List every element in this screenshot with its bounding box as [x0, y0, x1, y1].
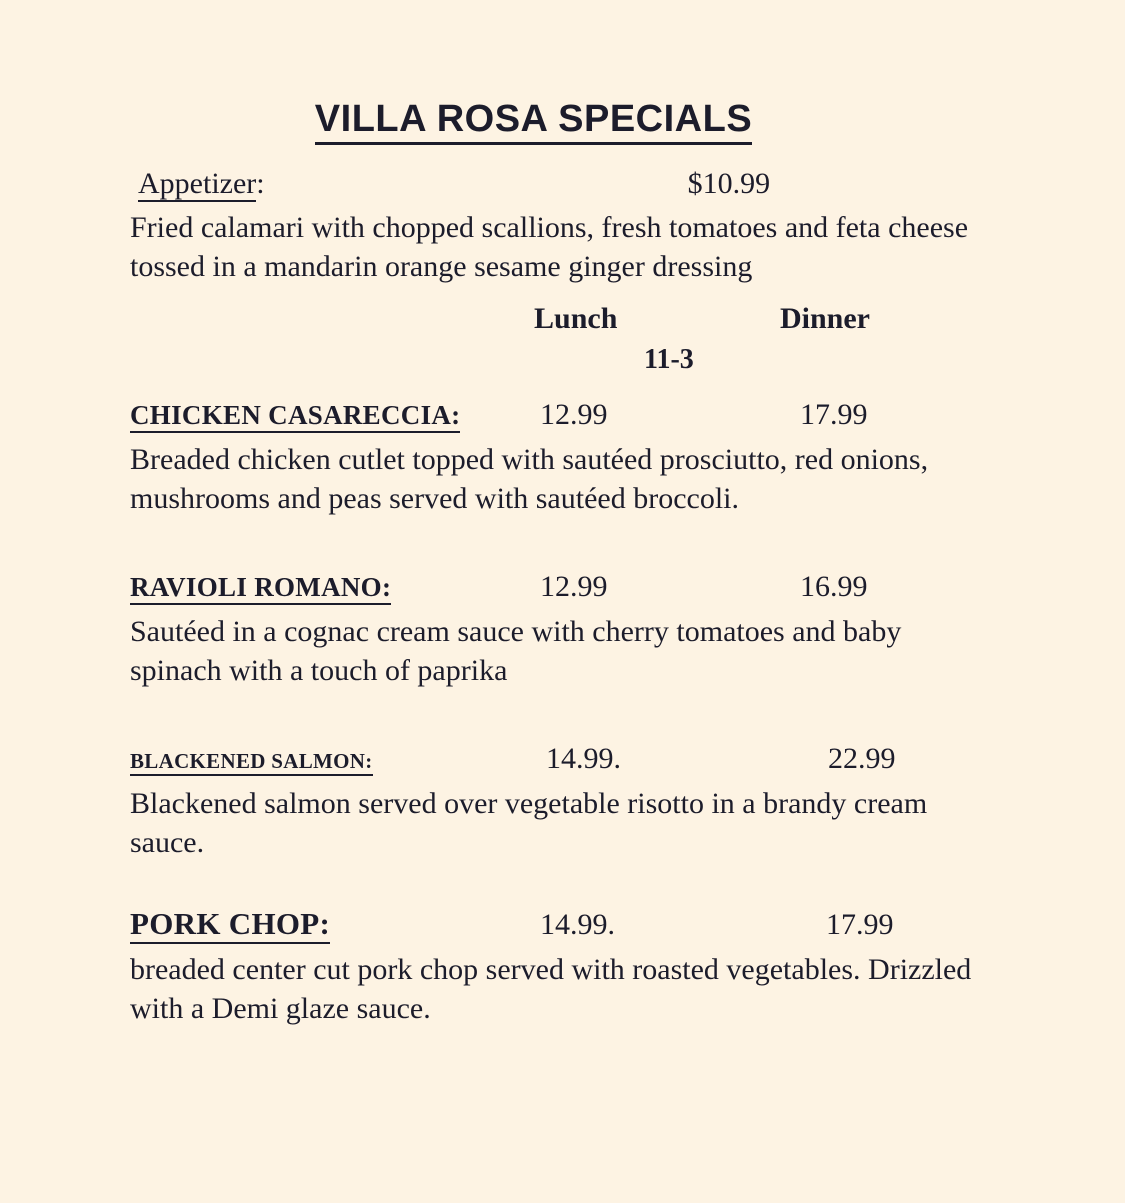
menu-item-name — [130, 400, 522, 431]
menu-item-description: Breaded chicken cutlet topped with sautéed prosciutto, red onions, mushrooms and peas served with sautéed broccoli. — [130, 442, 929, 515]
appetizer-description: Fried calamari with chopped scallions, fresh tomatoes and feta cheese tossed in a mandarin orange sesame ginger dressing — [130, 210, 969, 283]
menu-item-lunch-price: 12.99 — [540, 397, 608, 431]
menu-item-dinner-price: 22.99 — [828, 741, 896, 775]
menu-item-name — [130, 572, 522, 603]
item-spacer — [130, 862, 995, 884]
menu-item-lunch-price: 12.99 — [540, 569, 608, 603]
item-spacer — [130, 518, 995, 548]
page-title — [130, 0, 995, 141]
menu-item-description: Sautéed in a cognac cream sauce with cherry tomatoes and baby spinach with a touch of paprika — [130, 614, 902, 687]
menu-item-name-text: CHICKEN CASARECCIA: — [130, 400, 460, 433]
menu-item-ravioli-romano — [130, 570, 995, 690]
appetizer-heading-row — [130, 167, 995, 202]
menu-item-lunch-price: 14.99. — [540, 907, 615, 941]
appetizer-colon: : — [256, 167, 265, 200]
item-spacer — [130, 690, 995, 720]
page-title-text: VILLA ROSA SPECIALS — [315, 98, 752, 145]
menu-item-price-row — [130, 906, 995, 942]
menu-item-chicken-casareccia — [130, 398, 995, 518]
lunch-hours-value: 11-3 — [644, 343, 694, 375]
appetizer-price: $10.99 — [687, 167, 771, 200]
menu-item-name-text: PORK CHOP: — [130, 906, 330, 944]
menu-item-dinner-price: 17.99 — [800, 397, 868, 431]
menu-item-blackened-salmon — [130, 742, 995, 862]
menu-item-price-row — [130, 398, 995, 432]
appetizer-label: Appetizer — [138, 167, 257, 200]
menu-item-name — [130, 906, 522, 942]
menu-item-name-text: RAVIOLI ROMANO: — [130, 572, 391, 605]
lunch-hours-row — [130, 344, 995, 376]
menu-item-dinner-price: 17.99 — [826, 907, 894, 941]
menu-item-description: breaded center cut pork chop served with roasted vegetables. Drizzled with a Demi glaze sauce. — [130, 952, 972, 1025]
column-header-lunch: Lunch — [534, 301, 618, 335]
menu-item-price-row — [130, 742, 995, 776]
menu-item-dinner-price: 16.99 — [800, 569, 868, 603]
column-headers-row — [130, 302, 995, 336]
menu-item-lunch-price: 14.99. — [546, 741, 621, 775]
menu-item-description: Blackened salmon served over vegetable risotto in a brandy cream sauce. — [130, 786, 928, 859]
menu-item-name-text: BLACKENED SALMON: — [130, 749, 373, 776]
column-header-dinner: Dinner — [780, 301, 870, 335]
menu-item-name — [130, 749, 522, 774]
menu-item-pork-chop — [130, 906, 995, 1028]
menu-item-price-row — [130, 570, 995, 604]
